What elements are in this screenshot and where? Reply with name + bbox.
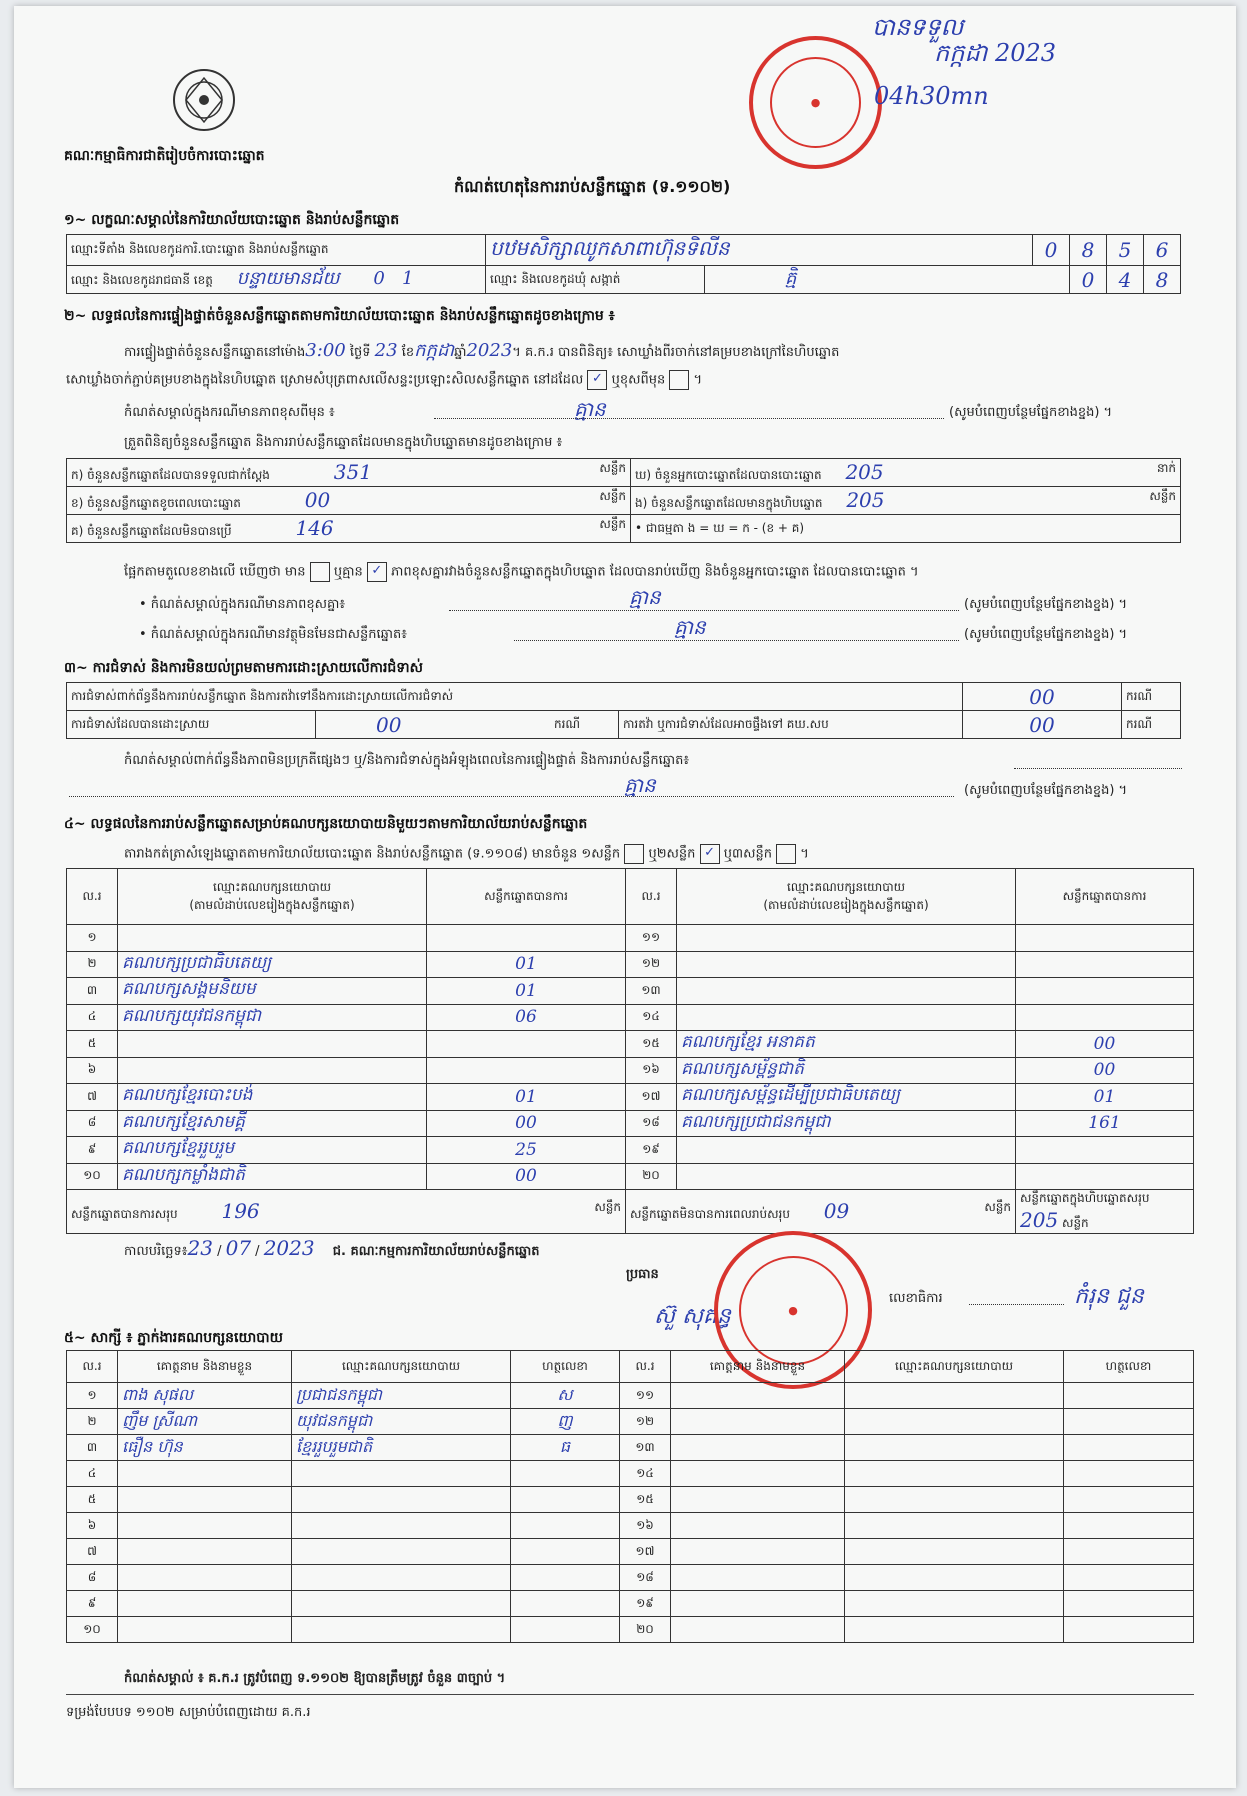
party-name: គណបក្សសម្ព័ន្ធជាតិ: [677, 1057, 1016, 1084]
witness-name: [671, 1409, 845, 1435]
table-row: [67, 1435, 1194, 1461]
witness-signature: [1064, 1409, 1194, 1435]
witness-party: [845, 1383, 1064, 1409]
witness-name: ញឹម ស្រីណា: [118, 1409, 292, 1435]
witness-signature: ធ: [511, 1435, 620, 1461]
witness-party: ប្រជាជនកម្ពុជា: [292, 1383, 511, 1409]
witness-no: ១១: [620, 1383, 671, 1409]
location-code-2: 8: [1070, 235, 1107, 266]
party-name: គណបក្សខ្មែរបោះបង់: [118, 1084, 427, 1111]
form-footer: ទម្រង់បែបបទ ១១០២ សម្រាប់បំពេញដោយ គ.ក.រ: [66, 1705, 311, 1720]
total-box: សន្លឹកឆ្នោតក្នុងហិបឆ្នោតសរុប 205 សន្លឹក: [1016, 1190, 1194, 1234]
party-votes: [1016, 978, 1194, 1005]
witness-signature: [511, 1461, 620, 1487]
witness-signature: [1064, 1435, 1194, 1461]
section1-heading: ១~ លក្ខណៈសម្គាល់នៃការិយាល័យបោះឆ្នោត និងរាប់សន្លឹកឆ្នោត: [64, 212, 400, 228]
party-votes: [1016, 1163, 1194, 1190]
party-votes: 01: [1016, 1084, 1194, 1111]
witness-name: [118, 1565, 292, 1591]
party-no: ១៣: [626, 978, 677, 1005]
witness-signature: [511, 1539, 620, 1565]
date-month: 07: [225, 1236, 252, 1260]
verify-day: 23: [374, 340, 398, 361]
party-rows: [67, 925, 1194, 1190]
party-name: គណបក្សសង្គមនិយម: [118, 978, 427, 1005]
witness-name: ពាង សុផល: [118, 1383, 292, 1409]
resolved-unit: ករណី: [550, 711, 619, 739]
witness-no: ៧: [67, 1539, 118, 1565]
party-no: ១៨: [626, 1110, 677, 1137]
appeal-count: 00: [963, 711, 1122, 739]
location-code-4: 6: [1144, 235, 1181, 266]
secretary-line: [969, 1304, 1064, 1305]
party-name: គណបក្សសម្ព័ន្ធដើម្បីប្រជាធិបតេយ្យ: [677, 1084, 1016, 1111]
table-row: [67, 1084, 1194, 1111]
location-code-3: 5: [1107, 235, 1144, 266]
party-votes: 00: [427, 1163, 626, 1190]
witness-col-name-left: គោត្តនាម និងនាមខ្លួន: [118, 1351, 292, 1383]
witness-signature: [1064, 1617, 1194, 1643]
complaints-label: ការជំទាស់ពាក់ព័ន្ធនឹងការរាប់សន្លឹកឆ្នោត និងការតវ៉ាទៅនឹងការដោះស្រាយលើការជំទាស់: [67, 683, 963, 711]
chair-label: ប្រធាន: [626, 1267, 659, 1282]
difference-note-label: • កំណត់សម្គាល់ក្នុងករណីមានភាពខុសគ្នា៖: [139, 597, 346, 612]
foreign-object-label: • កំណត់សម្គាល់ក្នុងករណីមានវត្ថុមិនមែនជាសន្លឹកឆ្នោត៖: [139, 627, 407, 642]
footer-rule: [66, 1694, 1194, 1695]
party-no: ១០: [67, 1163, 118, 1190]
witness-no: ៤: [67, 1461, 118, 1487]
witness-signature: ស: [511, 1383, 620, 1409]
party-votes: [427, 1031, 626, 1058]
irregularity-note-hint: (សូមបំពេញបន្ថែមផ្នែកខាងខ្នង) ។: [964, 783, 1128, 798]
witness-name: [671, 1591, 845, 1617]
party-no: ៨: [67, 1110, 118, 1137]
date-year: 2023: [263, 1236, 315, 1260]
party-name: គណបក្សខ្មែររួបរួម: [118, 1137, 427, 1164]
count-row-d: ឃ) ចំនួនអ្នកបោះឆ្នោតដែលបានបោះឆ្នោត 205 នាក់: [631, 459, 1181, 487]
table-row: [67, 978, 1194, 1005]
count-row-c: គ) ចំនួនសន្លឹកឆ្នោតដែលមិនបានប្រើ 146 សន្លឹក: [67, 515, 631, 543]
table-row: [67, 1163, 1194, 1190]
location-label: ឈ្មោះទីតាំង និងលេខកូដការិ.បោះឆ្នោត និងរាប់សន្លឹកឆ្នោត: [67, 235, 486, 266]
party-no: ៤: [67, 1004, 118, 1031]
count-row-a: ក) ចំនួនសន្លឹកឆ្នោតដែលបានទទួលជាក់ស្តែង 351 សន្លឹក: [67, 459, 631, 487]
witness-signature: [511, 1617, 620, 1643]
ballot-count-table: [66, 458, 1181, 543]
col-party-left: ឈ្មោះគណបក្សនយោបាយ (តាមលំដាប់លេខរៀងក្នុងសន្លឹកឆ្នោត): [118, 869, 427, 925]
total-box-value: 205: [1020, 1208, 1059, 1232]
witness-name: [671, 1383, 845, 1409]
nec-emblem-icon: [164, 64, 244, 136]
seal-note-label: កំណត់សម្គាល់ក្នុងករណីមានភាពខុសពីមុន ៖: [124, 405, 335, 420]
witness-party: [845, 1435, 1064, 1461]
party-votes: [427, 1057, 626, 1084]
three-sheet-checkbox: [776, 844, 796, 864]
witness-party: [845, 1617, 1064, 1643]
section4-heading: ៤~ លទ្ធផលនៃការរាប់សន្លឹកឆ្នោតសម្រាប់គណបក្សនយោបាយនិមួយៗតាមការិយាល័យរាប់សន្លឹកឆ្នោត: [64, 816, 588, 832]
party-no: ១៥: [626, 1031, 677, 1058]
witness-no: ៩: [67, 1591, 118, 1617]
party-no: ១៩: [626, 1137, 677, 1164]
party-votes: 01: [427, 1084, 626, 1111]
total-valid: សន្លឹកឆ្នោតបានការសរុប 196 សន្លឹក: [67, 1190, 626, 1234]
total-invalid-value: 09: [823, 1199, 850, 1223]
province-code: 0 1: [373, 268, 414, 289]
received-ballots: 351: [333, 460, 372, 484]
foreign-object-line: [514, 640, 959, 641]
witness-signature: [1064, 1565, 1194, 1591]
party-votes: 00: [427, 1110, 626, 1137]
commune-value: គ្មិ: [705, 266, 1070, 294]
commune-label: ឈ្មោះ និងលេខកូដឃុំ សង្កាត់: [486, 266, 705, 294]
section5-heading: ៥~ សាក្សី ៖ ភ្នាក់ងារគណបក្សនយោបាយ: [64, 1330, 283, 1346]
received-time: 04h30mn: [874, 82, 989, 110]
col-no-left: ល.រ: [67, 869, 118, 925]
table-row: [67, 951, 1194, 978]
party-name: គណបក្សខ្មែរសាមគ្គី: [118, 1110, 427, 1137]
table-row: [67, 1409, 1194, 1435]
table-row: [67, 1383, 1194, 1409]
section1-table: [66, 234, 1181, 294]
count-row-b: ខ) ចំនួនសន្លឹកឆ្នោតខូចពេលបោះឆ្នោត 00 សន្លឹក: [67, 487, 631, 515]
location-value: បឋមសិក្សាឈូកសាពាហ៊ុនទិលីន: [486, 235, 1033, 266]
party-votes: [1016, 1004, 1194, 1031]
one-sheet-checkbox: [624, 844, 644, 864]
foreign-object-hint: (សូមបំពេញបន្ថែមផ្នែកខាងខ្នង) ។: [964, 627, 1128, 642]
witness-name: [118, 1591, 292, 1617]
party-no: ៧: [67, 1084, 118, 1111]
seal-note-line: [434, 418, 944, 419]
witness-no: ១: [67, 1383, 118, 1409]
witness-party: ខ្មែររួបរួមជាតិ: [292, 1435, 511, 1461]
commune-code-1: 0: [1070, 266, 1107, 294]
form-title: កំណត់ហេតុនៃការរាប់សន្លឹកឆ្នោត (ទ.១១០២): [454, 177, 731, 196]
section3-heading: ៣~ ការជំទាស់ និងការមិនយល់ព្រមតាមការដោះស្រាយលើការជំទាស់: [64, 660, 423, 676]
witness-name: [671, 1539, 845, 1565]
irregularity-note-value: គ្មាន: [624, 773, 656, 797]
witness-name: [671, 1513, 845, 1539]
section2-heading: ២~ លទ្ធផលនៃការផ្ទៀងផ្ទាត់ចំនួនសន្លឹកឆ្នោតតាមការិយាល័យបោះឆ្នោត និងរាប់សន្លឹកឆ្នោតដូចខាងក្រោម ៖: [64, 308, 615, 324]
party-name: [677, 1163, 1016, 1190]
total-invalid: សន្លឹកឆ្នោតមិនបានការពេលរាប់សរុប 09 សន្លឹក: [626, 1190, 1016, 1234]
witness-table: [66, 1350, 1194, 1643]
party-votes: 00: [1016, 1031, 1194, 1058]
witness-party: [292, 1591, 511, 1617]
party-votes: 06: [427, 1004, 626, 1031]
col-party-right: ឈ្មោះគណបក្សនយោបាយ (តាមលំដាប់លេខរៀងក្នុងសន្លឹកឆ្នោត): [677, 869, 1016, 925]
party-no: ១៦: [626, 1057, 677, 1084]
witness-party: [292, 1539, 511, 1565]
difference-note-hint: (សូមបំពេញបន្ថែមផ្នែកខាងខ្នង) ។: [964, 597, 1128, 612]
witness-party: [845, 1409, 1064, 1435]
table-row: [67, 1487, 1194, 1513]
witness-no: ១២: [620, 1409, 671, 1435]
party-no: ១៤: [626, 1004, 677, 1031]
same-checkbox: ✓: [587, 370, 607, 390]
verify-month: កក្កដា: [414, 340, 455, 361]
party-votes: 01: [427, 978, 626, 1005]
discrepancy-line: ផ្អែកតាមតួលេខខាងលើ ឃើញថា មាន ឬគ្មាន ✓ ភាពខុសគ្នារវាងចំនួនសន្លឹកឆ្នោតក្នុងហិបឆ្នោត ដែលបានរាប់ឃើញ និងចំនួនអ្នកបោះឆ្នោត ដែលបានបោះឆ្នោត ។: [124, 562, 919, 583]
appeal-unit: ករណី: [1122, 711, 1181, 739]
party-votes: [1016, 951, 1194, 978]
count-row-e: ង) ចំនួនសន្លឹកឆ្នោតដែលមានក្នុងហិបឆ្នោត 205 សន្លឹក: [631, 487, 1181, 515]
party-votes: 25: [427, 1137, 626, 1164]
count-formula: • ជាធម្មតា ង = ឃ = ក - (ខ + គ): [631, 515, 1181, 543]
party-votes: [1016, 1137, 1194, 1164]
table-row: [67, 1539, 1194, 1565]
col-votes-right: សន្លឹកឆ្នោតបានការ: [1016, 869, 1194, 925]
party-votes: [427, 925, 626, 952]
witness-signature: [1064, 1487, 1194, 1513]
party-no: ៣: [67, 978, 118, 1005]
table-row: [67, 925, 1194, 952]
province-label: ឈ្មោះ និងលេខកូដរាជធានី ខេត្ត បន្ទាយមានជ័យ 0 1: [67, 266, 486, 294]
witness-signature: ញ: [511, 1409, 620, 1435]
witness-no: ២០: [620, 1617, 671, 1643]
witness-col-party-right: ឈ្មោះគណបក្សនយោបាយ: [845, 1351, 1064, 1383]
document-page: [14, 6, 1236, 1788]
col-no-right: ល.រ: [626, 869, 677, 925]
witness-signature: [511, 1487, 620, 1513]
witness-party: [845, 1487, 1064, 1513]
party-name: គណបក្សប្រជាជនកម្ពុជា: [677, 1110, 1016, 1137]
witness-col-sign-left: ហត្ថលេខា: [511, 1351, 620, 1383]
party-name: [677, 951, 1016, 978]
witness-name: [118, 1617, 292, 1643]
resolved-count: 00: [316, 711, 551, 739]
witness-name: [118, 1539, 292, 1565]
party-name: គណបក្សប្រជាធិបតេយ្យ: [118, 951, 427, 978]
voters-count: 205: [845, 460, 884, 484]
witness-no: ១៤: [620, 1461, 671, 1487]
witness-no: ១០: [67, 1617, 118, 1643]
witness-rows: [67, 1383, 1194, 1643]
table-row: [67, 1004, 1194, 1031]
appeal-label: ការតវ៉ា ឬការជំទាស់ដែលអាចផ្ទឹងទៅ គឃ.សប: [619, 711, 963, 739]
chair-name: ស៊ួ សុគន្ធ: [654, 1304, 731, 1329]
total-valid-value: 196: [221, 1199, 260, 1223]
col-votes-left: សន្លឹកឆ្នោតបានការ: [427, 869, 626, 925]
witness-party: [292, 1513, 511, 1539]
party-name: [677, 925, 1016, 952]
party-no: ១១: [626, 925, 677, 952]
commune-code-3: 8: [1144, 266, 1181, 294]
party-name: [677, 1004, 1016, 1031]
table-row: [67, 1565, 1194, 1591]
witness-no: ៥: [67, 1487, 118, 1513]
table-row: [67, 1137, 1194, 1164]
signing-date: កាលបរិច្ឆេទ៖23 / 07 / 2023 ជ. គណៈកម្មការការិយាល័យរាប់សន្លឹកឆ្នោត: [124, 1236, 540, 1260]
party-votes: 161: [1016, 1110, 1194, 1137]
table-row: [67, 1513, 1194, 1539]
witness-name: [671, 1565, 845, 1591]
secretary-label: លេខាធិការ: [889, 1291, 943, 1306]
witness-party: [292, 1461, 511, 1487]
complaints-table: [66, 682, 1181, 739]
count-intro: ត្រួតពិនិត្យចំនួនសន្លឹកឆ្នោត និងការរាប់សន្លឹកឆ្នោតដែលមានក្នុងហិបឆ្នោតមានដូចខាងក្រោម ៖: [124, 435, 563, 450]
witness-name: [118, 1461, 292, 1487]
seal-line: សោឃ្លាំងចាក់ភ្ជាប់គម្របខាងក្នុងនៃហិបឆ្នោត ស្រោមសំបុត្រពាសលើសន្ទះប្រឡោះសិលសន្លឹកឆ្នោត នៅដដែល ✓ ឬខុសពីមុន ។: [66, 370, 702, 391]
organization-name: គណៈកម្មាធិការជាតិរៀបចំការបោះឆ្នោត: [64, 148, 265, 164]
table-row: [67, 1591, 1194, 1617]
received-note: បានទទួល: [872, 13, 964, 41]
witness-party: [845, 1565, 1064, 1591]
complaints-unit: ករណី: [1122, 683, 1181, 711]
witness-col-name-right: គោត្តនាម និងនាមខ្លួន: [671, 1351, 845, 1383]
witness-name: [118, 1513, 292, 1539]
witness-col-no-left: ល.រ: [67, 1351, 118, 1383]
party-no: ១២: [626, 951, 677, 978]
witness-no: ៣: [67, 1435, 118, 1461]
footnote: កំណត់សម្គាល់ ៖ គ.ក.រ ត្រូវបំពេញ ទ.១១០២ ឱ្យបានត្រឹមត្រូវ ចំនួន ៣ច្បាប់ ។: [124, 1671, 506, 1686]
complaints-count: 00: [963, 683, 1122, 711]
ballots-in-box: 205: [846, 488, 885, 512]
witness-name: ធឿន ហ៊ុន: [118, 1435, 292, 1461]
different-checkbox: [669, 370, 689, 390]
table-row: [67, 1057, 1194, 1084]
witness-signature: [511, 1565, 620, 1591]
no-difference-checkbox: ✓: [367, 562, 387, 582]
party-name: [118, 1057, 427, 1084]
witness-signature: [1064, 1513, 1194, 1539]
verification-line: ការផ្ទៀងផ្ទាត់ចំនួនសន្លឹកឆ្នោតនៅម៉ោង3:00 ថ្ងៃទី 23 ខែកក្កដាឆ្នាំ2023។ គ.ក.រ បានពិនិត្យ៖ សោឃ្លាំងពីរចាក់នៅគម្របខាងក្រៅនៃហិបឆ្នោត: [124, 340, 840, 361]
table-row: [67, 1110, 1194, 1137]
witness-name: [671, 1435, 845, 1461]
seal-note-hint: (សូមបំពេញបន្ថែមផ្នែកខាងខ្នង) ។: [949, 405, 1113, 420]
two-sheet-checkbox: ✓: [700, 844, 720, 864]
party-votes: 01: [427, 951, 626, 978]
witness-col-sign-right: ហត្ថលេខា: [1064, 1351, 1194, 1383]
party-name: [118, 925, 427, 952]
party-name: គណបក្សខ្មែរ អនាគត: [677, 1031, 1016, 1058]
committee-stamp: ●: [714, 1231, 872, 1389]
committee-label: ជ. គណៈកម្មការការិយាល័យរាប់សន្លឹកឆ្នោត: [332, 1244, 540, 1259]
witness-signature: [1064, 1539, 1194, 1565]
received-stamp: ●: [749, 36, 882, 169]
witness-name: [671, 1461, 845, 1487]
location-code-1: 0: [1033, 235, 1070, 266]
party-no: ៥: [67, 1031, 118, 1058]
party-results-table: [66, 868, 1194, 1234]
witness-no: ១៩: [620, 1591, 671, 1617]
witness-signature: [1064, 1461, 1194, 1487]
witness-no: ១៣: [620, 1435, 671, 1461]
party-name: [118, 1031, 427, 1058]
received-date: កក្កដា 2023: [934, 39, 1057, 67]
party-no: ២០: [626, 1163, 677, 1190]
witness-no: ៦: [67, 1513, 118, 1539]
witness-party: [845, 1513, 1064, 1539]
province-value: បន្ទាយមានជ័យ: [236, 268, 340, 289]
party-votes: [1016, 925, 1194, 952]
date-day: 23: [187, 1236, 213, 1260]
party-no: ៩: [67, 1137, 118, 1164]
has-difference-checkbox: [310, 562, 330, 582]
party-name: គណបក្សកម្លាំងជាតិ: [118, 1163, 427, 1190]
witness-name: [671, 1487, 845, 1513]
verify-year: 2023: [466, 340, 513, 361]
witness-name: [671, 1617, 845, 1643]
witness-signature: [1064, 1591, 1194, 1617]
witness-no: ១៨: [620, 1565, 671, 1591]
witness-signature: [511, 1513, 620, 1539]
witness-party: [845, 1461, 1064, 1487]
party-no: ២: [67, 951, 118, 978]
party-no: ៦: [67, 1057, 118, 1084]
witness-signature: [1064, 1383, 1194, 1409]
party-no: ១: [67, 925, 118, 952]
witness-col-no-right: ល.រ: [620, 1351, 671, 1383]
seal-note-value: គ្មាន: [574, 397, 606, 421]
witness-no: ១៧: [620, 1539, 671, 1565]
resolved-label: ការជំទាស់ដែលបានដោះស្រាយ: [67, 711, 316, 739]
party-votes: 00: [1016, 1057, 1194, 1084]
witness-party: [292, 1565, 511, 1591]
irregularity-note-line1: [1014, 768, 1182, 769]
witness-no: ១៥: [620, 1487, 671, 1513]
unused-ballots: 146: [295, 516, 334, 540]
irregularity-note-line2: [69, 796, 954, 797]
party-name: [677, 978, 1016, 1005]
spoiled-ballots: 00: [304, 488, 331, 512]
witness-party: [292, 1487, 511, 1513]
witness-party: [845, 1539, 1064, 1565]
verify-time: 3:00: [305, 340, 346, 361]
witness-party: យុវជនកម្ពុជា: [292, 1409, 511, 1435]
table-row: [67, 1461, 1194, 1487]
witness-name: [118, 1487, 292, 1513]
secretary-name: កំរុន ជួន: [1074, 1284, 1144, 1309]
party-name: គណបក្សយុវជនកម្ពុជា: [118, 1004, 427, 1031]
table-row: [67, 1617, 1194, 1643]
witness-no: ១៦: [620, 1513, 671, 1539]
difference-note-value: គ្មាន: [629, 585, 661, 609]
witness-signature: [511, 1591, 620, 1617]
table-row: [67, 1031, 1194, 1058]
difference-note-line: [449, 610, 959, 611]
commune-code-2: 4: [1107, 266, 1144, 294]
witness-no: ៨: [67, 1565, 118, 1591]
witness-party: [845, 1591, 1064, 1617]
witness-party: [292, 1617, 511, 1643]
irregularity-note-label: កំណត់សម្គាល់ពាក់ព័ន្ធនឹងភាពមិនប្រក្រតីផ្សេងៗ ឬ/និងការជំទាស់ក្នុងអំឡុងពេលនៃការផ្ទៀងផ្ទាត់ និងការរាប់សន្លឹកឆ្នោត៖: [124, 753, 690, 768]
foreign-object-value: គ្មាន: [674, 615, 706, 639]
witness-no: ២: [67, 1409, 118, 1435]
witness-col-party-left: ឈ្មោះគណបក្សនយោបាយ: [292, 1351, 511, 1383]
party-no: ១៧: [626, 1084, 677, 1111]
party-name: [677, 1137, 1016, 1164]
tally-sheet-count: តារាងកត់ត្រាសំឡេងឆ្នោតតាមការិយាល័យបោះឆ្នោត និងរាប់សន្លឹកឆ្នោត (ទ.១១០៨) មានចំនួន ១សន្លឹក ឬ២សន្លឹក ✓ ឬ៣សន្លឹក ។: [124, 844, 809, 865]
